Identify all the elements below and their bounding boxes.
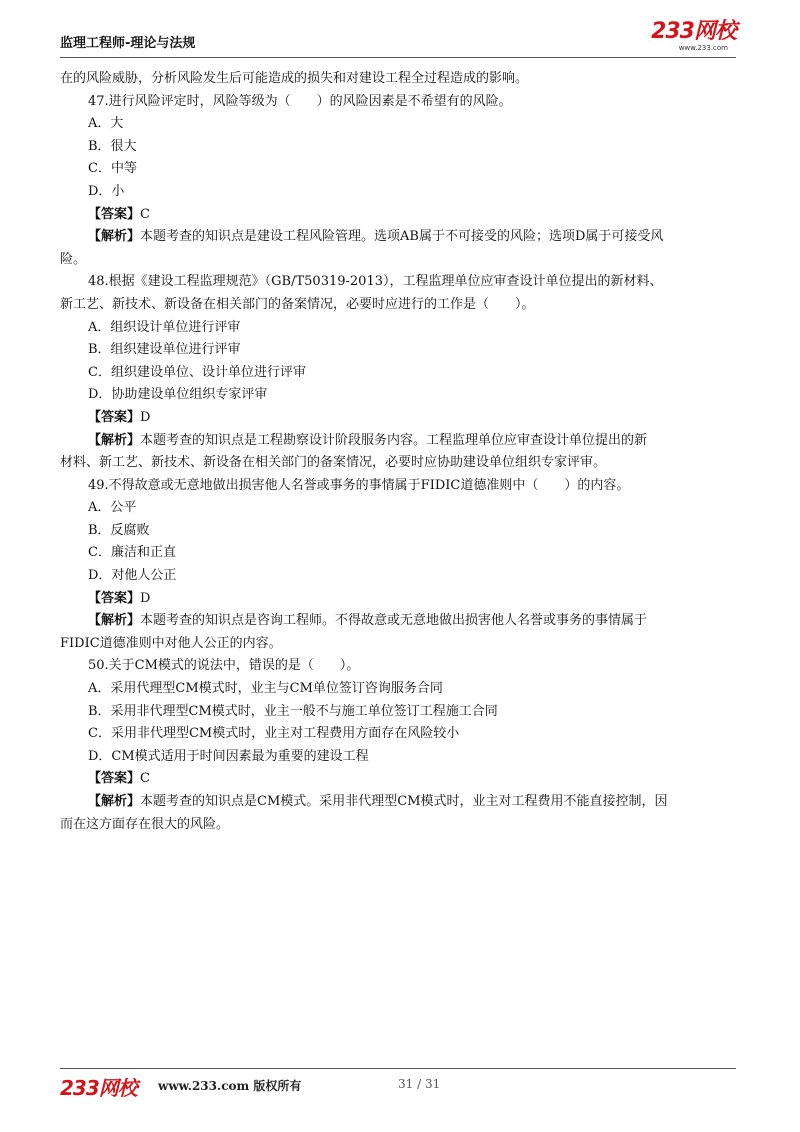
option: A．大 [88, 116, 124, 132]
analysis [60, 226, 736, 249]
analysis-label: 【解析】 [88, 794, 141, 809]
answer [60, 407, 736, 430]
analysis-continuation: 险。 [60, 251, 87, 267]
answer-value: C [140, 206, 150, 222]
option: A．组织设计单位进行评审 [88, 319, 241, 335]
analysis [60, 430, 736, 453]
analysis-text: 本题考查的知识点是建设工程风险管理。选项AB属于不可接受的风险；选项D属于可接受风 [140, 229, 664, 245]
question-stem: 50.关于CM模式的说法中，错误的是（ ）。 [88, 658, 360, 674]
analysis-continuation: 而在这方面存在很大的风险。 [60, 816, 230, 832]
option: A．采用代理型CM模式时，业主与CM单位签订咨询服务合同 [88, 681, 443, 697]
page-footer [60, 1072, 736, 1098]
answer [60, 588, 736, 611]
brand-logo [651, 20, 736, 52]
footer-copyright: www.233.com 版权所有 [158, 1079, 302, 1093]
analysis-continuation: 材料、新工艺、新技术、新设备在相关部门的备案情况，必要时应协助建设单位组织专家评审。 [60, 455, 607, 471]
option: D．对他人公正 [88, 568, 177, 584]
question-stem-continuation: 新工艺、新技术、新设备在相关部门的备案情况，必要时应进行的工作是（ ）。 [60, 296, 535, 312]
analysis-text: 本题考查的知识点是CM模式。采用非代理型CM模式时，业主对工程费用不能直接控制，因 [140, 794, 668, 809]
option: C．廉洁和正直 [88, 545, 176, 561]
analysis [60, 791, 736, 814]
answer-label: 【答案】 [88, 590, 141, 606]
option: B．采用非代理型CM模式时，业主一般不与施工单位签订工程施工合同 [88, 703, 498, 719]
option: B．很大 [88, 138, 137, 154]
analysis-label: 【解析】 [88, 613, 141, 629]
answer-label: 【答案】 [88, 771, 141, 787]
option: D．协助建设单位组织专家评审 [88, 387, 268, 403]
analysis-continuation: FIDIC道德准则中对他人公正的内容。 [60, 635, 282, 651]
option: C．采用非代理型CM模式时，业主对工程费用方面存在风险较小 [88, 726, 460, 742]
page-header [60, 20, 736, 58]
brand-logo-url: www.233.com [678, 44, 728, 52]
answer-label: 【答案】 [88, 409, 141, 425]
analysis [60, 610, 736, 633]
footer-logo: 233网校 [60, 1076, 137, 1100]
analysis-text: 本题考查的知识点是工程勘察设计阶段服务内容。工程监理单位应审查设计单位提出的新 [140, 432, 648, 448]
option: B．组织建设单位进行评审 [88, 342, 241, 358]
answer-value: D [140, 590, 151, 606]
answer-label: 【答案】 [88, 206, 141, 222]
question-stem: 47.进行风险评定时，风险等级为（ ）的风险因素是不希望有的风险。 [88, 93, 512, 109]
option: D．小 [88, 183, 125, 199]
answer-value: C [140, 771, 150, 787]
header-title: 监理工程师-理论与法规 [60, 36, 196, 51]
page-number: 31 / 31 [398, 1077, 441, 1091]
option: B．反腐败 [88, 522, 150, 538]
footer-divider [60, 1068, 736, 1069]
question-stem: 48.根据《建设工程监理规范》（GB/T50319-2013），工程监理单位应审查设计单位提出的新材料、 [88, 274, 663, 290]
continuation-text: 在的风险威胁，分析风险发生后可能造成的损失和对建设工程全过程造成的影响。 [60, 71, 529, 86]
option: C．组织建设单位、设计单位进行评审 [88, 364, 306, 380]
option: D．CM模式适用于时间因素最为重要的建设工程 [88, 748, 369, 764]
question-stem: 49.不得故意或无意地做出损害他人名誉或事务的事情属于FIDIC道德准则中（ ）的内容。 [88, 477, 630, 493]
analysis-label: 【解析】 [88, 432, 141, 448]
answer-value: D [140, 409, 151, 425]
option: A．公平 [88, 500, 137, 516]
analysis-text: 本题考查的知识点是咨询工程师。不得故意或无意地做出损害他人名誉或事务的事情属于 [140, 613, 648, 629]
option: C．中等 [88, 161, 137, 177]
header-divider [60, 57, 736, 58]
answer [60, 768, 736, 791]
analysis-label: 【解析】 [88, 229, 141, 245]
answer [60, 204, 736, 227]
brand-logo-text: 233网校 [651, 19, 736, 44]
document-body [60, 68, 736, 836]
